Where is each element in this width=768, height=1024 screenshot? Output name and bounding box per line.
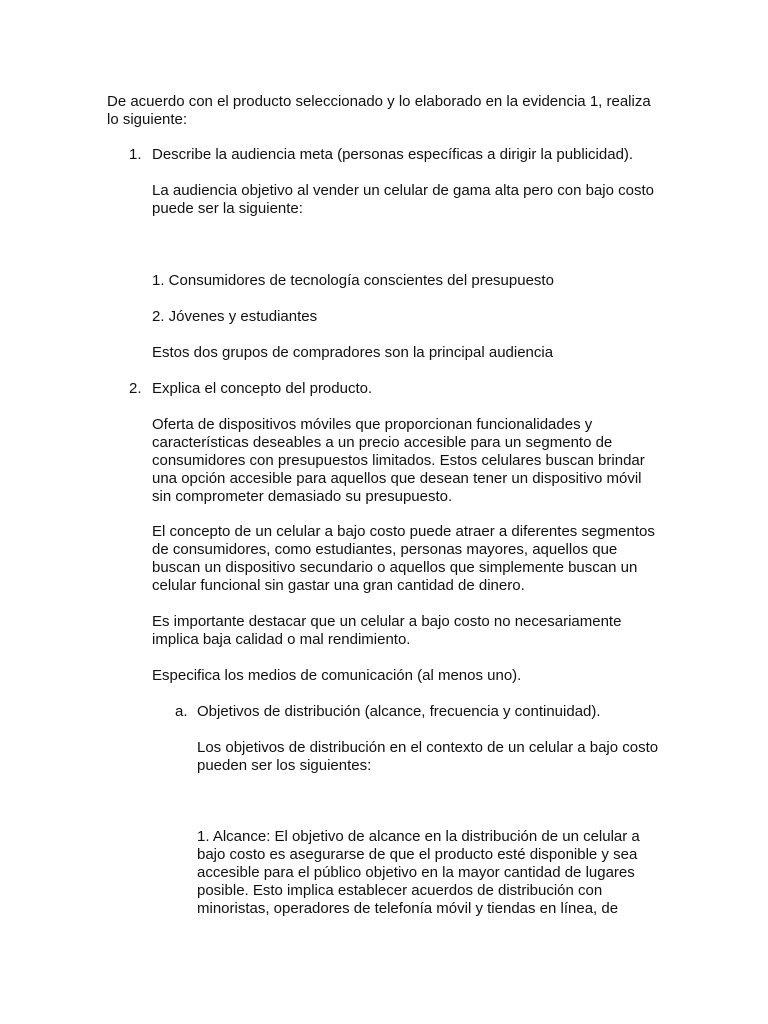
text-line: Oferta de dispositivos móviles que proporcionan funcionalidades y xyxy=(152,416,593,433)
text-line: pueden ser los siguientes: xyxy=(197,757,372,774)
item-1-heading: Describe la audiencia meta (personas específicas a dirigir la publicidad). xyxy=(152,146,634,163)
text-line: lo siguiente: xyxy=(107,111,188,128)
intro-paragraph xyxy=(107,93,651,129)
distribution-objectives-paragraph xyxy=(197,739,658,775)
text-line: La audiencia objetivo al vender un celular de gama alta pero con bajo costo xyxy=(152,182,655,199)
list-marker-2: 2. xyxy=(129,380,142,397)
quality-note-paragraph xyxy=(152,613,621,649)
text-line: Es importante destacar que un celular a bajo costo no necesariamente xyxy=(152,613,622,630)
text-line: sin comprometer demasiado su presupuesto. xyxy=(152,488,453,505)
text-line: implica baja calidad o mal rendimiento. xyxy=(152,631,411,648)
reach-paragraph xyxy=(197,828,640,918)
text-line: celular funcional sin gastar una gran cantidad de dinero. xyxy=(152,577,525,594)
text-line: El concepto de un celular a bajo costo puede atraer a diferentes segmentos xyxy=(152,523,655,540)
product-concept-paragraph xyxy=(152,416,645,506)
text-line: accesible para el público objetivo en la mayor cantidad de lugares xyxy=(197,864,635,881)
text-line: buscan un dispositivo secundario o aquellos que simplemente buscan un xyxy=(152,559,638,576)
item-a-heading: Objetivos de distribución (alcance, frecuencia y continuidad). xyxy=(197,703,601,720)
text-line: 1. Alcance: El objetivo de alcance en la distribución de un celular a xyxy=(197,828,640,845)
list-marker-a: a. xyxy=(175,703,188,720)
text-line: de consumidores, como estudiantes, personas mayores, aquellos que xyxy=(152,541,618,558)
audience-item-2: 2. Jóvenes y estudiantes xyxy=(152,308,318,325)
item-1-closing: Estos dos grupos de compradores son la principal audiencia xyxy=(152,344,554,361)
text-line: minoristas, operadores de telefonía móvil y tiendas en línea, de xyxy=(197,900,619,917)
item-1-paragraph xyxy=(152,182,654,218)
text-line: De acuerdo con el producto seleccionado y lo elaborado en la evidencia 1, realiza xyxy=(107,93,651,110)
text-line: posible. Esto implica establecer acuerdos de distribución con xyxy=(197,882,603,899)
text-line: consumidores con presupuestos limitados. Estos celulares buscan brindar xyxy=(152,452,645,469)
audience-item-1: 1. Consumidores de tecnología conscientes del presupuesto xyxy=(152,272,554,289)
item-2-heading: Explica el concepto del producto. xyxy=(152,380,373,397)
media-instruction: Especifica los medios de comunicación (al menos uno). xyxy=(152,667,522,684)
segments-paragraph xyxy=(152,523,655,595)
list-marker-1: 1. xyxy=(129,146,142,163)
text-line: bajo costo es asegurarse de que el producto esté disponible y sea xyxy=(197,846,638,863)
text-line: características deseables a un precio accesible para un segmento de xyxy=(152,434,613,451)
text-line: una opción accesible para aquellos que desean tener un dispositivo móvil xyxy=(152,470,642,487)
text-line: puede ser la siguiente: xyxy=(152,200,303,217)
text-line: Los objetivos de distribución en el contexto de un celular a bajo costo xyxy=(197,739,659,756)
